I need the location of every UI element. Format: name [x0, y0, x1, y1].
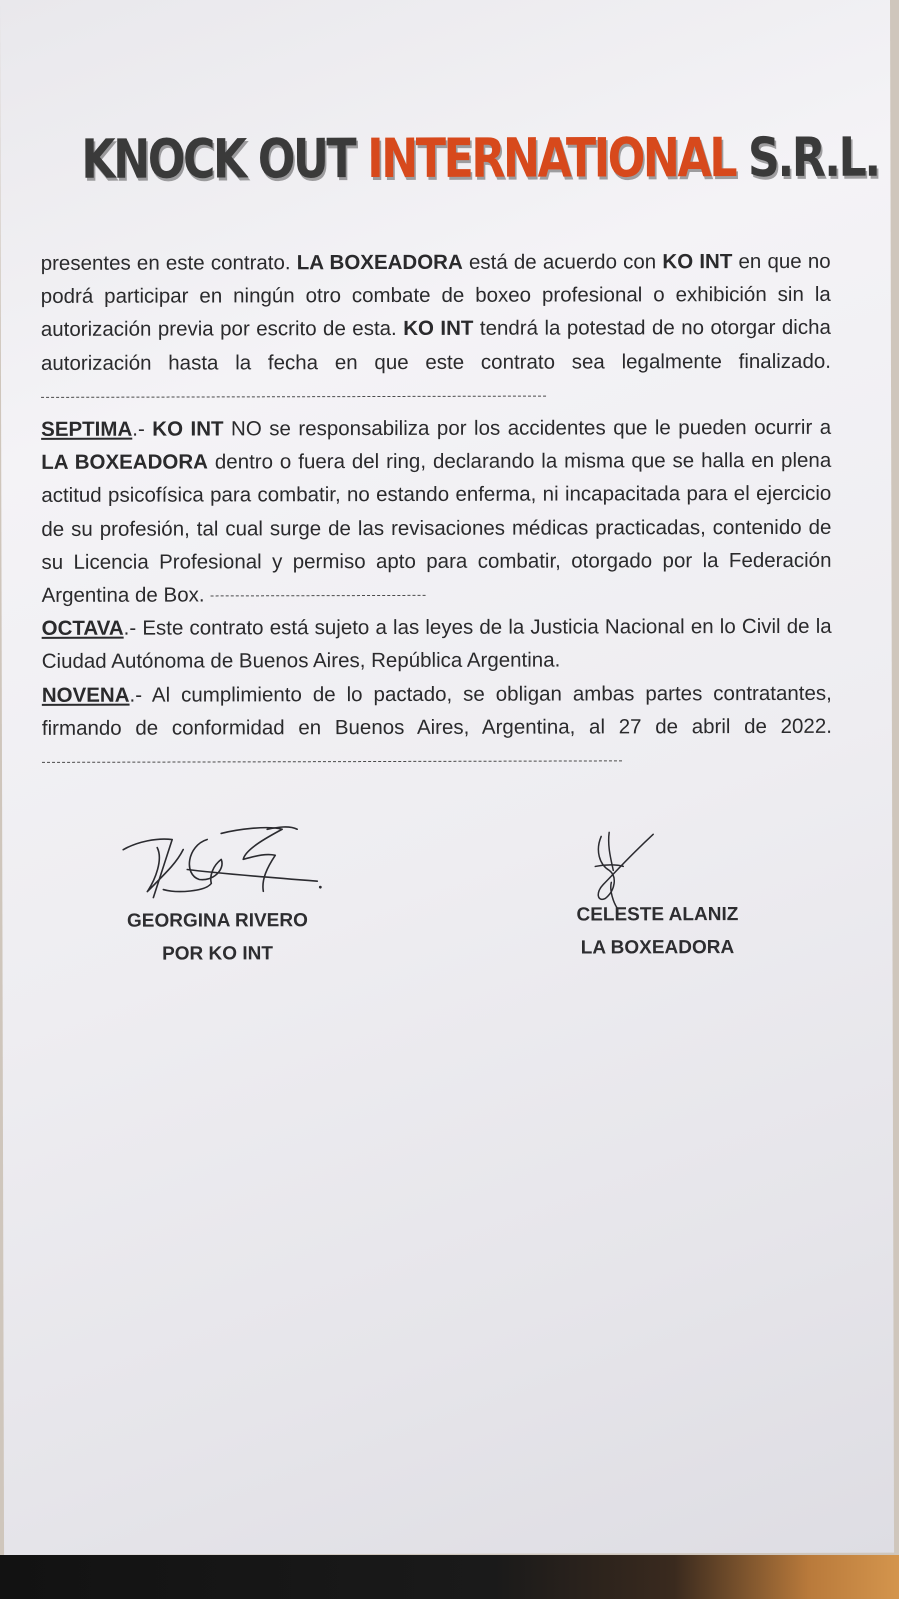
clause-novena [42, 676, 832, 778]
clause-novena-heading: NOVENA [41, 683, 130, 707]
septima-bold-boxeadora: LA BOXEADORA [41, 450, 208, 475]
clause-octava-heading: OCTAVA [41, 616, 124, 641]
header-knock-out: KNOCK OUT [81, 127, 368, 191]
intro-bold-ko-int: KO INT [662, 250, 733, 274]
dash-line [42, 760, 622, 763]
intro-bold-ko-int-2: KO INT [403, 317, 474, 341]
intro-text-2: está de acuerdo con [462, 250, 663, 274]
intro-text-1: presentes en este contrato. [40, 251, 297, 275]
intro-text-3: en que no podrá participar en ningún otro combate de boxeo profesional o exhibición sin la autorización previa por escrito de esta. [40, 249, 831, 342]
dash-line [41, 395, 546, 397]
signature-block-boxeadora [562, 898, 752, 964]
contract-body [41, 245, 832, 778]
background-surface [0, 1555, 899, 1599]
intro-text-4: tendrá la potestad de no otorgar dicha autorización hasta la fecha en que este contrato sea legalmente finalizado. [40, 316, 831, 375]
intro-bold-boxeadora: LA BOXEADORA [296, 250, 463, 275]
septima-text-1: NO se responsabiliza por los accidentes que le pueden ocurrir a [223, 415, 832, 441]
dash-line [210, 595, 425, 597]
header-international: INTERNATIONAL [367, 126, 736, 191]
header-srl: S.R.L. [734, 125, 879, 190]
septima-text-2: dentro o fuera del ring, declarando la misma que se halla en plena actitud psicofísica para combatir, no estando enferma, ni incapacitada para el ejercicio de su profesión, tal cual surge de las revisaciones médicas practicadas, contenido de su Licencia Profesional y permiso apto para combatir, otorgado por la Federación Argentina de Box. [41, 449, 832, 607]
signature-block-ko-int [112, 904, 322, 971]
clause-separator: .- [132, 417, 153, 441]
signer-role-boxeadora: LA BOXEADORA [580, 937, 735, 959]
septima-bold-ko-int: KO INT [152, 417, 224, 441]
novena-text: .- Al cumplimiento de lo pactado, se obligan ambas partes contratantes, firmando de conformidad en Buenos Aires, Argentina, al 27 de abril de 2022. [41, 681, 832, 740]
clause-octava [42, 610, 832, 678]
paragraph-intro [41, 245, 831, 413]
company-header [81, 125, 879, 191]
signature-georgina [117, 819, 332, 910]
signer-role-ko-int: POR KO INT [162, 943, 273, 965]
clause-septima-heading: SEPTIMA [41, 417, 133, 441]
signer-name-georgina: GEORGINA RIVERO [126, 910, 308, 932]
octava-text: .- Este contrato está sujeto a las leyes de la Justicia Nacional en lo Civil de la Ciudad Autónoma de Buenos Aires, República Argentina. [41, 615, 832, 674]
clause-septima [41, 411, 832, 612]
signer-name-celeste: CELESTE ALANIZ [576, 904, 739, 926]
